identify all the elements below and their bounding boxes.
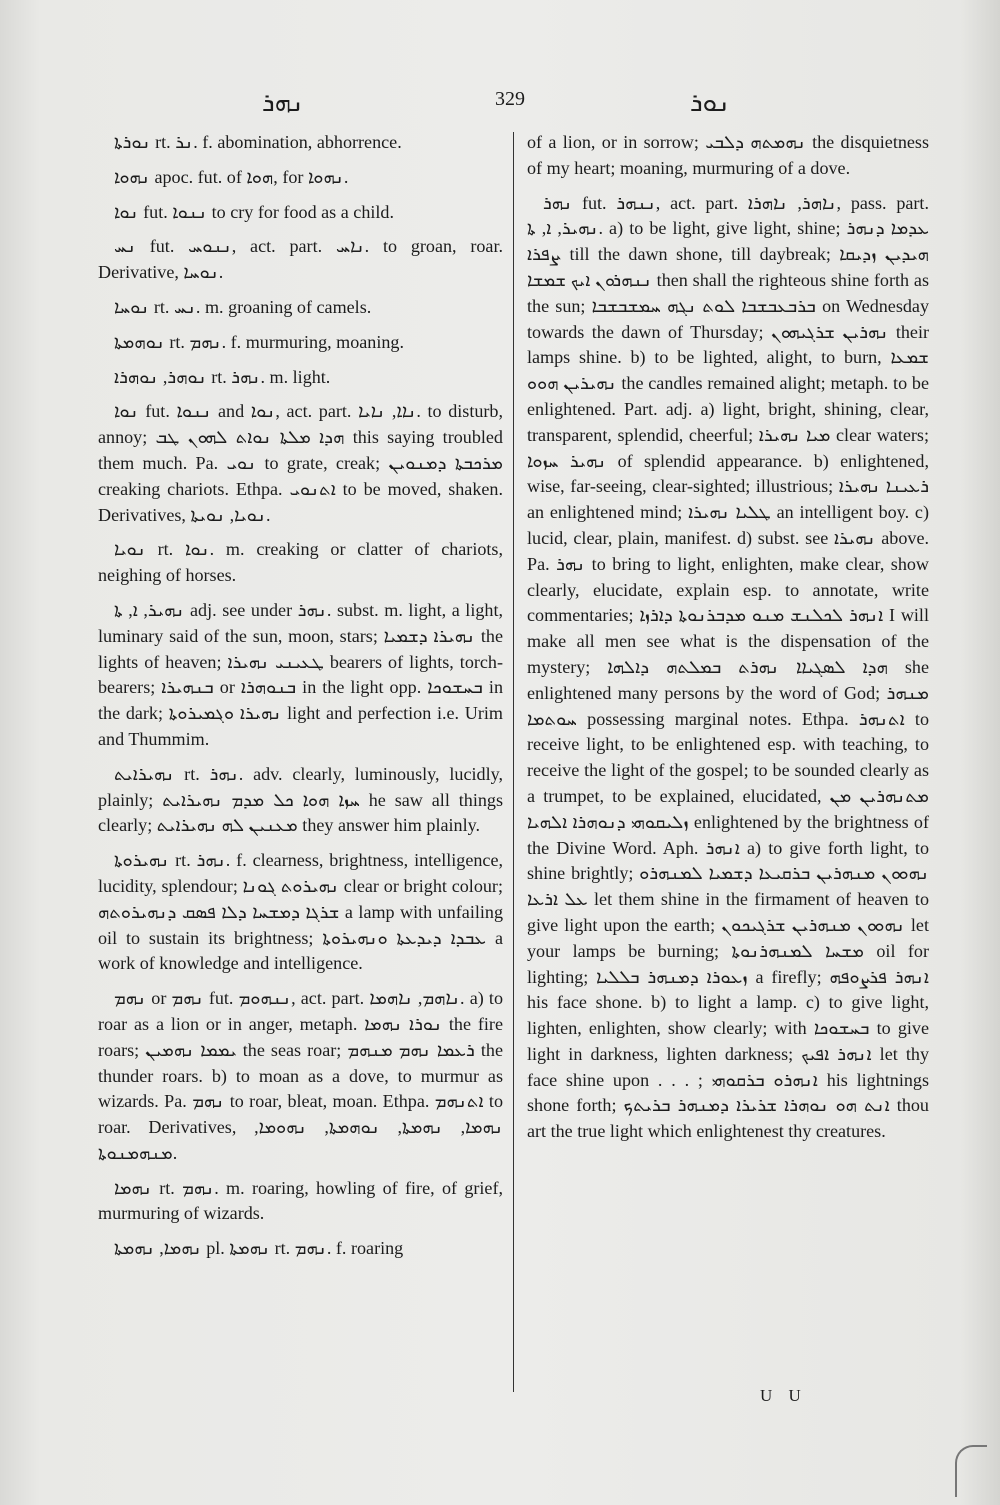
left-column [98,130,503,1271]
entry: ܢܘܐ fut. ܢܢܘܐ to cry for food as a child. [114,201,395,222]
entry: ܢܗܝܪܘܬܐ rt. ܢܗܪ. f. clearness, brightness, intelligence, lucidity, splendour; ܢܗܝܪܘܬ ܓܘܢܐ clear or bright colour; ܫܪܓܐ ܕܡܫܚܐ ܕܠܐ ܦܣܩ ܕܢܗܝܪܘܬܗ a lamp with unfailing oil to sustain its brightness; ܥܒܕܐ ܕܝܕܥܬܐ ܘܢܗܝܪܘܬܐ a work of knowledge and intelligence. [98,850,504,974]
entry: ܢܗܝܪܐܝܬ rt. ܢܗܪ. adv. clearly, luminously, lucidly, plainly; ܚܙܐ ܗܘܐ ܟܠ ܡܕܡ ܢܗܝܪܐܝܬ he saw all things clearly; ܡܥܢܝܢ ܠܗ ܢܗܝܪܐܝܬ they answer him plainly. [98,763,504,836]
entry: ܢܗܡܐ rt. ܢܗܡ. m. roaring, howling of fire, of grief, murmuring of wizards. [98,1177,503,1224]
entry: ܢܚ fut. ܢܢܘܚ, act. part. ܢܐܚ. to groan, roar. Derivative, ܢܘܚܐ. [98,236,503,283]
column-rule [513,132,514,1392]
entry: ܢܗܘܐ apoc. fut. of ܗܘܐ, for ܢܗܘܐ. [114,166,349,187]
header-left-word: ܢܗܪ [262,88,304,117]
entry: ܢܘܪܬܐ rt. ܢܪ. f. abomination, abhorrence. [114,132,402,152]
entry: ܢܘܝܐ rt. ܢܘܐ. m. creaking or clatter of chariots, neighing of horses. [98,539,503,586]
entry: ܢܗܪ fut. ܢܢܗܪ, act. part. ܢܐܗܪ, ܢܐܗܪܐ, pass. part. ܢܗܝܪ, ܐ, ܬܐ. a) to be light, give light, shine; ܥܕܡܐ ܕܢܗܪ ܨܦܪܐ till the dawn shone, till daybreak; ܗܝܕܝܢ ܙܕܝܩܐ ܢܢܗܪܘܢ ܐܝܟ ܫܡܫܐ then shall the righteous shine forth as the sun; ܒܪܒܥܒܫܒܐ ܠܘܬ ܢܓܗ ܚܡܫܒܫܒܐ on Wednesday towards the dawn of Thursday; ܢܗܪܝܢ ܫܪܓܝܗܘܢ their lamps shine. b) to be lighted, alight, to burn, ܫܡܥܐ ܢܗܝܪܝܢ ܗܘܘ the candles remained alight; metaph. to be enlightened. Part. adj. a) light, bright, shining, clear, transparent, splendid, cheerful; ܡܝܐ ܢܗܝܪܐ clear waters; ܢܗܝܪ ܚܙܘܐ of splendid appearance. b) enlightened, wise, far-seeing, clear-sighted; illustrious; ܪܥܝܢܐ ܢܗܝܪܐ an enlightened mind; ܛܠܝܐ ܢܗܝܪܐ an intelligent boy. c) lucid, clear, plain, manifest. d) subst. see ܢܗܝܪܐ above. Pa. ܢܗܪ to bring to light, enlighten, make clear, show clearly, elucidate, explain esp. to annotate, write commentaries; ܐܢܗܪ ܠܟܠܢܫ ܡܢܘ ܡܕܒܪܢܘܬܐ ܕܐܪܙܐ I will make all men see what is the dispensation of the mystery; ܗܕܐ ܠܣܓܝܐܐ ܢܗܪܬ ܒܡܠܬܗ ܕܐܠܗܐ she enlightened many persons by the word of God; ܡܢܗܪ ܚܘܬܡܐ possessing marginal notes. Ethpa. ܐܬܢܗܪ to receive light, to be enlightened esp. with teaching, to receive the light of the gospel; to be sounded clearly as a trumpet, to be explained, elucidated, ܡܬܢܗܪܝܢ ܡܢ ܙܠܝܩܘܗܝ ܕܢܘܗܪܐ ܐܠܗܝܐ enlightened by the brightness of the Divine Word. Aph. ܐܢܗܪ a) to give forth light, to shine brightly; ܢܗܘܘܢ ܡܢܗܪܝܢ ܒܪܩܝܥܐ ܕܫܡܝܐ ܠܡܢܗܪܘ ܥܠ ܐܪܥܐ let them shine in the firmament of heaven to give light upon the earth; ܢܗܘܘܢ ܡܢܗܪܝܢ ܫܪܓܝܟܘܢ let your lamps be burning; ܡܫܚܐ ܠܡܢܗܪܢܘܬܐ oil for lighting; ܙܥܘܪܐ ܕܡܢܗܪ ܒܠܠܝܐ a firefly; ܐܢܗܪ ܦܪܨܘܦܗ his face shone. b) to light a lamp. c) to give light, lighten, enlighten, show clearly; with ܒܚܫܘܟܐ to give light in darkness, lighten darkness; ܐܢܗܪ ܐܦܝܟ let thy face shine upon . . . ; ܐܢܗܪܘ ܒܪܩܘܗܝ his lightnings shone forth; ܐܢܬ ܗܘ ܢܘܗܪܐ ܫܪܝܪܐ ܕܡܢܗܪ ܒܪܝܬܟ thou art the true light which enlightenest thy creatures. [527,192,930,1142]
entry: ܢܘܐ fut. ܢܢܘܐ and ܢܘܐ, act. part. ܢܐܐ, ܢܐܝܐ. to disturb, annoy; ܗܕܐ ܡܠܬܐ ܢܘܐܬ ܠܗܘܢ ܛܒ this saying troubled them much. Pa. ܢܘܝ to grate, creak; ܡܪܟܒܬܐ ܕܡܢܘܝܢ creaking chariots. Ethpa. ܐܬܢܘܝ to be moved, shaken. Derivatives, ܢܘܝܐ, ܢܘܝܬܐ. [98,401,504,525]
page-corner-curl [955,1445,987,1497]
page-number: 329 [495,88,525,110]
running-header [0,84,1000,124]
signature-mark: U U [760,1386,807,1405]
entry: ܢܗܡ or ܢܗܡ fut. ܢܢܗܘܡ, act. part. ܢܐܗܡ, ܢܐܗܡܐ. a) to roar as a lion or in anger, metaph. ܢܘܪܐ ܢܗܡܐ the fire roars; ܝܡܡܐ ܢܗܡܝܢ the seas roar; ܪܥܡܐ ܢܗܡ ܡܢܗܡ the thunder roars. b) to moan as a dove, to murmur as wizards. Pa. ܢܗܡ to roar, bleat, moan. Ethpa. ܐܬܢܗܡ to roar. Derivatives, ܢܗܡܐ, ܢܗܡܬܐ, ܢܘܗܡܬܐ, ܢܗܘܡܐ, ܡܢܗܡܢܘܬܐ. [98,988,504,1163]
header-right-word: ܢܘܪ [690,88,731,117]
entry-continuation: of a lion, or in sorrow; ܢܗܡܬܗ ܕܠܒܝ the disquietness of my heart; moaning, murmuring of a dove. [527,132,930,178]
entry: ܢܗܡܐ, ܢܗܡܬܐ pl. ܢܗܡܬܐ rt. ܢܗܡ. f. roaring [114,1238,404,1259]
entry: ܢܗܝܪ, ܐ, ܬܐ adj. see under ܢܗܪ. subst. m. light, a light, luminary said of the sun, moon, stars; ܢܗܝܪܐ ܕܫܡܝܐ the lights of heaven; ܛܥܝܢܝ ܢܗܝܪܐ bearers of lights, torch-bearers; ܒܢܗܝܪܐ or ܒܢܘܗܪܐ in the light opp. ܒܚܫܘܟܐ in the dark; ܢܗܝܪܐ ܘܓܡܝܪܘܬܐ light and perfection i.e. Urim and Thummim. [98,599,504,749]
right-column [527,130,929,1154]
entry: ܢܘܚܐ rt. ܢܚ. m. groaning of camels. [114,296,372,317]
entry: ܢܘܗܪ, ܢܘܗܪܐ rt. ܢܗܪ. m. light. [114,366,331,387]
entry: ܢܘܗܡܬܐ rt. ܢܗܡ. f. murmuring, moaning. [114,331,404,352]
